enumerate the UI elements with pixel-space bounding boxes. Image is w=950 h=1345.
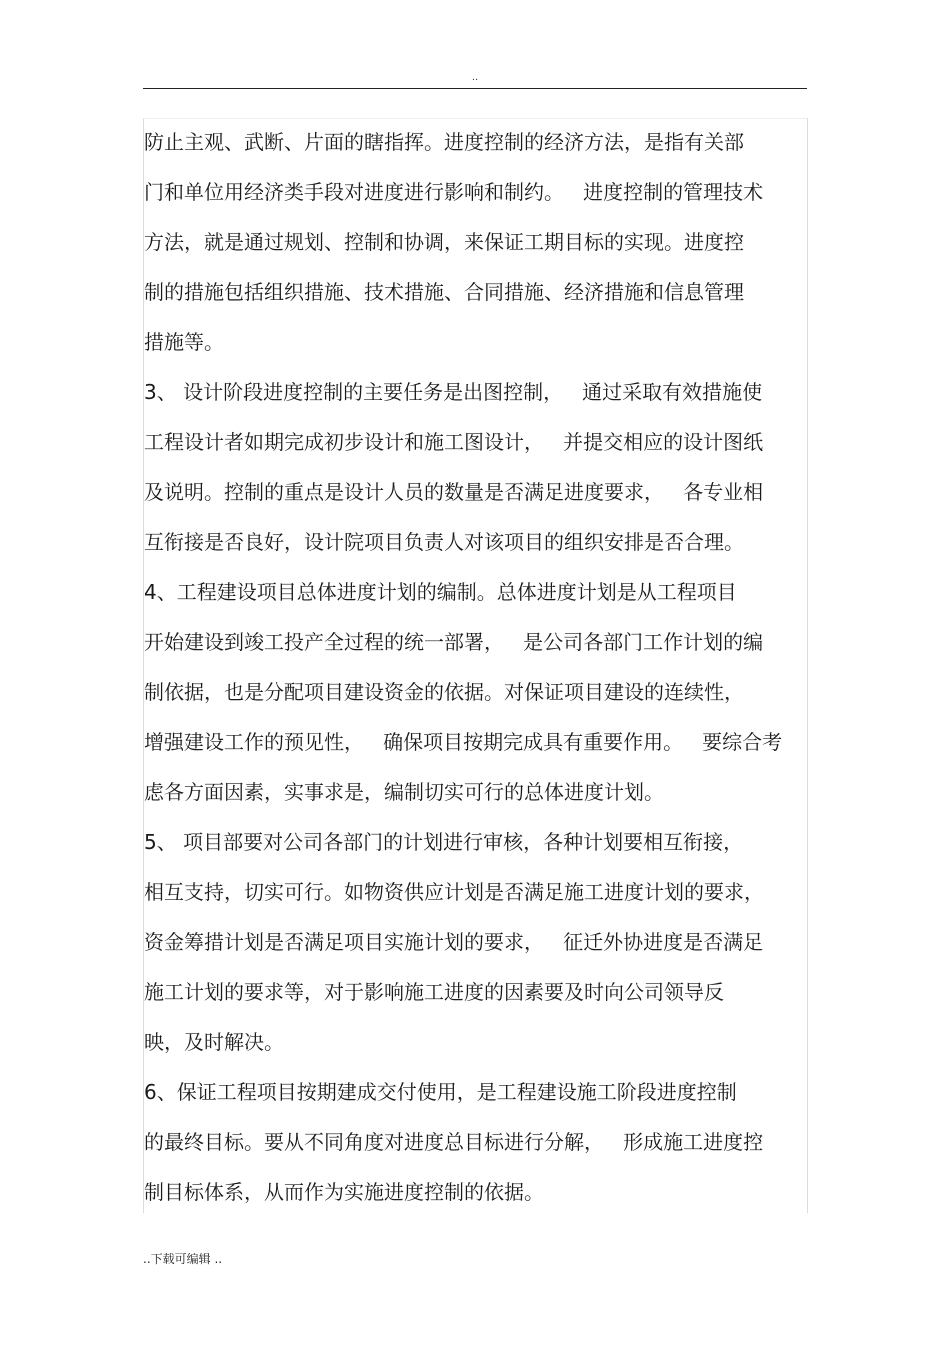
body-line: 3、 设计阶段进度控制的主要任务是出图控制， 通过采取有效措施使 [144, 380, 763, 404]
footer-text: ..下载可编辑 .. [143, 1252, 223, 1266]
body-line: 施工计划的要求等，对于影响施工进度的因素要及时向公司领导反 [144, 980, 724, 1004]
body-line: 资金筹措计划是否满足项目实施计划的要求， 征迁外协进度是否满足 [144, 930, 764, 954]
body-line: 增强建设工作的预见性， 确保项目按期完成具有重要作用。 要综合考 [144, 730, 783, 754]
body-line: 制目标体系，从而作为实施进度控制的依据。 [144, 1180, 544, 1204]
body-line: 方法，就是通过规划、控制和协调，来保证工期目标的实现。进度控 [144, 230, 744, 254]
body-line: 制的措施包括组织措施、技术措施、合同措施、经济措施和信息管理 [144, 280, 744, 304]
body-line: 及说明。控制的重点是设计人员的数量是否满足进度要求， 各专业相 [144, 480, 764, 504]
header-mark: .. [471, 72, 479, 83]
body-line: 互衔接是否良好，设计院项目负责人对该项目的组织安排是否合理。 [144, 530, 744, 554]
body-line: 虑各方面因素，实事求是，编制切实可行的总体进度计划。 [144, 780, 664, 804]
body-line: 5、 项目部要对公司各部门的计划进行审核，各种计划要相互衔接， [144, 830, 744, 854]
body-line: 相互支持，切实可行。如物资供应计划是否满足施工进度计划的要求， [144, 880, 764, 904]
body-line: 映，及时解决。 [144, 1030, 284, 1054]
body-line: 工程设计者如期完成初步设计和施工图设计， 并提交相应的设计图纸 [144, 430, 764, 454]
body-line: 6、保证工程项目按期建成交付使用，是工程建设施工阶段进度控制 [144, 1080, 737, 1104]
header-rule [143, 88, 807, 89]
body-line: 措施等。 [144, 330, 224, 354]
body-line: 制依据，也是分配项目建设资金的依据。对保证项目建设的连续性， [144, 680, 744, 704]
body-line: 4、工程建设项目总体进度计划的编制。总体进度计划是从工程项目 [144, 580, 737, 604]
body-line: 门和单位用经济类手段对进度进行影响和制约。 进度控制的管理技术 [144, 180, 764, 204]
body-line: 防止主观、武断、片面的瞎指挥。进度控制的经济方法，是指有关部 [144, 130, 744, 154]
body-line: 的最终目标。要从不同角度对进度总目标进行分解， 形成施工进度控 [144, 1130, 764, 1154]
body-line: 开始建设到竣工投产全过程的统一部署， 是公司各部门工作计划的编 [144, 630, 764, 654]
